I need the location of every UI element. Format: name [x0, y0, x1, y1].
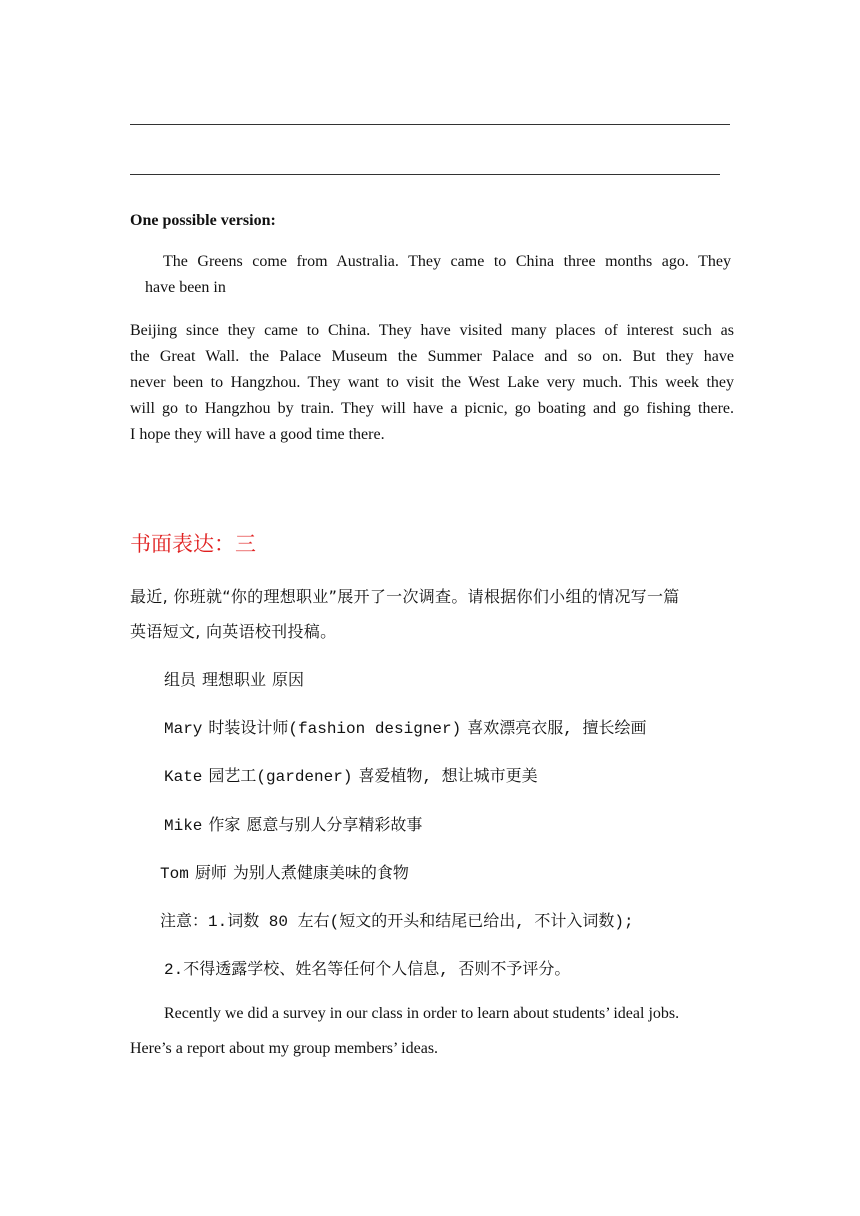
- sample-answer-line-2: have been in: [145, 279, 226, 296]
- table-cell: Mike: [164, 817, 203, 835]
- note-line-1: 注意：1.词数 80 左右(短文的开头和结尾已给出, 不计入词数);: [160, 913, 634, 931]
- table-row: [164, 763, 538, 786]
- table-cell: 喜欢漂亮衣服, 擅长绘画: [467, 720, 647, 738]
- table-cell: 时装设计师(fashion designer): [208, 720, 462, 738]
- task-prompt-line-2: 英语短文, 向英语校刊投稿。: [130, 622, 337, 641]
- table-header-cell: 原因: [272, 672, 305, 690]
- table-cell: 厨师: [194, 865, 227, 883]
- table-cell: 作家: [208, 817, 241, 835]
- paragraph-line: will go to Hangzhou by train. They will have a picnic, go boating and go fishing there.: [130, 400, 734, 417]
- table-row: [164, 715, 646, 738]
- task-prompt-line-1: 最近, 你班就“你的理想职业”展开了一次调查。请根据你们小组的情况写一篇: [130, 587, 680, 606]
- paragraph-line: Beijing since they came to China. They have visited many places of interest such as: [130, 322, 734, 339]
- table-cell: Kate: [164, 768, 203, 786]
- table-header-cell: 组员: [164, 672, 197, 690]
- table-cell: 愿意与别人分享精彩故事: [246, 817, 423, 835]
- table-row: [160, 860, 409, 883]
- paragraph-line: never been to Hangzhou. They want to visit the West Lake very much. This week they: [130, 374, 734, 391]
- paragraph-line: I hope they will have a good time there.: [130, 426, 385, 443]
- table-cell: 喜爱植物, 想让城市更美: [358, 768, 538, 786]
- sample-answer-heading: One possible version:: [130, 212, 276, 229]
- table-cell: Tom: [160, 865, 189, 883]
- answer-blank-line-2: [130, 174, 720, 175]
- sample-answer-line-1: The Greens come from Australia. They came to China three months ago. They: [163, 253, 731, 270]
- table-cell: 园艺工(gardener): [208, 768, 353, 786]
- essay-opening-line-1: Recently we did a survey in our class in order to learn about students’ ideal jobs.: [164, 1005, 680, 1022]
- sample-answer-paragraph: [130, 318, 734, 448]
- table-row: [164, 812, 422, 835]
- section-title: 书面表达：三: [130, 532, 256, 556]
- table-header-cell: 理想职业: [202, 672, 267, 690]
- paragraph-line: the Great Wall. the Palace Museum the Summer Palace and so on. But they have: [130, 348, 734, 365]
- table-cell: 为别人煮健康美味的食物: [232, 865, 409, 883]
- essay-opening-line-2: Here’s a report about my group members’ ideas.: [130, 1040, 439, 1057]
- note-line-2: 2.不得透露学校、姓名等任何个人信息, 否则不予评分。: [164, 961, 571, 979]
- answer-blank-line-1: [130, 124, 730, 125]
- table-header-row: [164, 667, 304, 690]
- table-cell: Mary: [164, 720, 203, 738]
